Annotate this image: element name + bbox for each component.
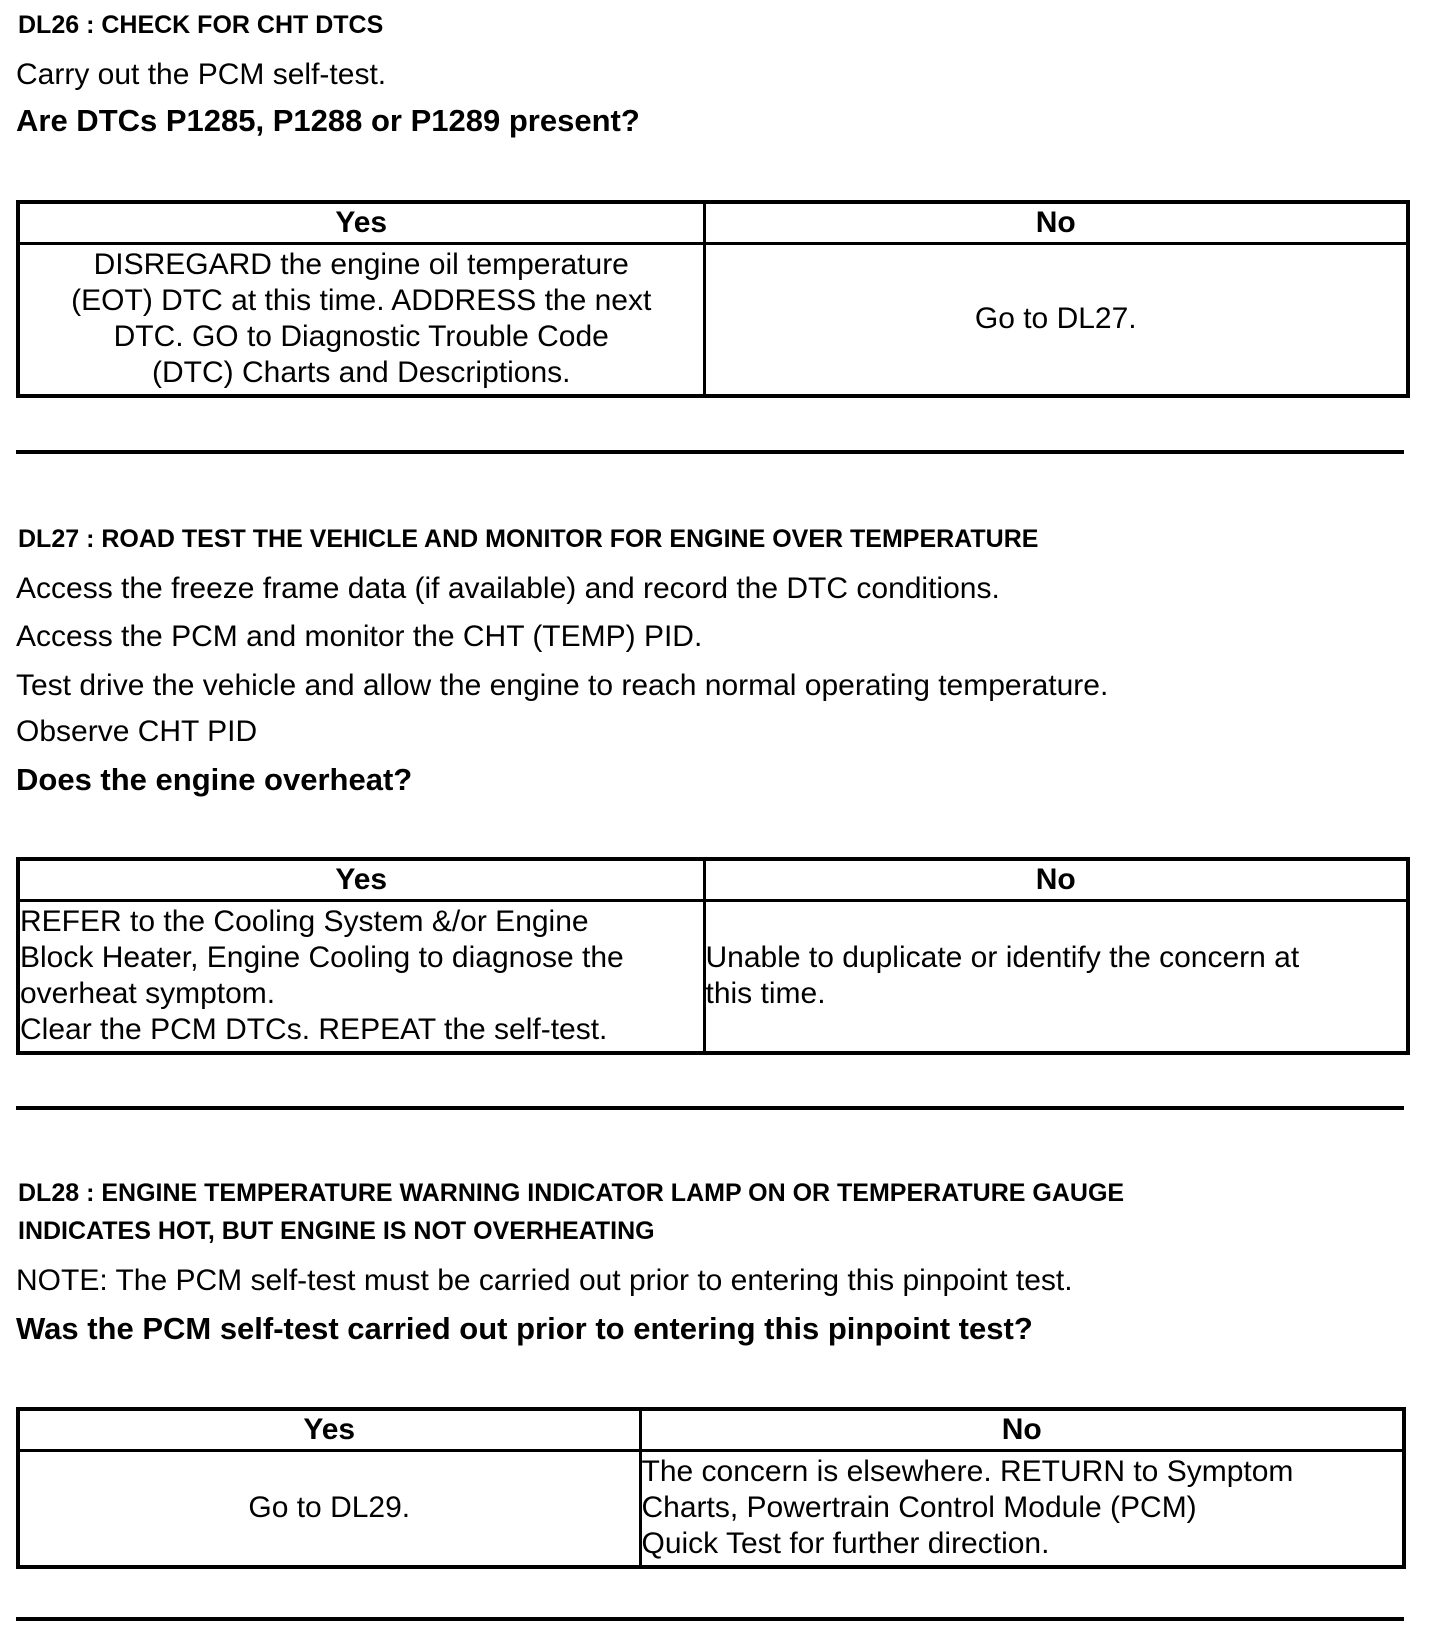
dl26-yes-line: (EOT) DTC at this time. ADDRESS the next [71, 284, 652, 318]
dl26-yes-line: DISREGARD the engine oil temperature [93, 248, 629, 282]
dl28-question: Was the PCM self-test carried out prior to entering this pinpoint test? [16, 1311, 1033, 1346]
dl28-no-cell [640, 1451, 1404, 1567]
dl28-yes-no-table [16, 1407, 1406, 1569]
section-divider [16, 1617, 1404, 1621]
dl26-no-cell [704, 244, 1408, 396]
dl28-heading-line: INDICATES HOT, BUT ENGINE IS NOT OVERHEATING [18, 1217, 655, 1245]
dl27-yes-line: Clear the PCM DTCs. REPEAT the self-test. [20, 1013, 608, 1047]
dl26-no-line: Go to DL27. [974, 302, 1137, 336]
dl27-no-line: Unable to duplicate or identify the concern at [705, 941, 1300, 975]
dl27-question: Does the engine overheat? [16, 762, 413, 797]
dl27-yes-no-table [16, 857, 1410, 1055]
dl27-instruction: Observe CHT PID [16, 715, 258, 748]
dl26-instruction: Carry out the PCM self-test. [16, 58, 387, 91]
dl27-no-header: No [704, 859, 1408, 901]
dl26-no-header: No [704, 202, 1408, 244]
dl28-yes-header: Yes [18, 1409, 640, 1451]
dl27-instruction: Access the freeze frame data (if available) and record the DTC conditions. [16, 572, 1000, 605]
dl26-question: Are DTCs P1285, P1288 or P1289 present? [16, 103, 640, 138]
dl26-yes-header: Yes [18, 202, 704, 244]
dl26-yes-line: DTC. GO to Diagnostic Trouble Code [113, 320, 609, 354]
dl28-no-line: The concern is elsewhere. RETURN to Symptom [641, 1455, 1294, 1489]
dl27-yes-header: Yes [18, 859, 704, 901]
dl27-yes-line: overheat symptom. [20, 977, 276, 1011]
dl28-no-line: Quick Test for further direction. [641, 1527, 1050, 1561]
dl27-yes-cell [18, 901, 704, 1053]
dl27-instruction: Access the PCM and monitor the CHT (TEMP) PID. [16, 620, 703, 653]
dl28-no-line: Charts, Powertrain Control Module (PCM) [641, 1491, 1197, 1525]
dl28-heading-line: DL28 : ENGINE TEMPERATURE WARNING INDICATOR LAMP ON OR TEMPERATURE GAUGE [18, 1179, 1125, 1207]
section-divider [16, 1106, 1404, 1110]
dl28-yes-line: Go to DL29. [248, 1491, 411, 1525]
dl27-yes-line: Block Heater, Engine Cooling to diagnose the [20, 941, 624, 975]
dl28-note: NOTE: The PCM self-test must be carried out prior to entering this pinpoint test. [16, 1264, 1073, 1297]
dl27-heading: DL27 : ROAD TEST THE VEHICLE AND MONITOR FOR ENGINE OVER TEMPERATURE [18, 525, 1039, 553]
section-divider [16, 450, 1404, 454]
dl27-no-line: this time. [705, 977, 826, 1011]
dl26-heading: DL26 : CHECK FOR CHT DTCS [18, 11, 384, 39]
dl27-instruction: Test drive the vehicle and allow the engine to reach normal operating temperature. [16, 669, 1109, 702]
dl28-no-header: No [640, 1409, 1404, 1451]
dl27-yes-line: REFER to the Cooling System &/or Engine [20, 905, 589, 939]
dl28-yes-cell [18, 1451, 640, 1567]
dl26-yes-no-table [16, 200, 1410, 398]
dl26-yes-line: (DTC) Charts and Descriptions. [152, 356, 571, 390]
dl26-yes-cell [18, 244, 704, 396]
dl27-no-cell [704, 901, 1408, 1053]
